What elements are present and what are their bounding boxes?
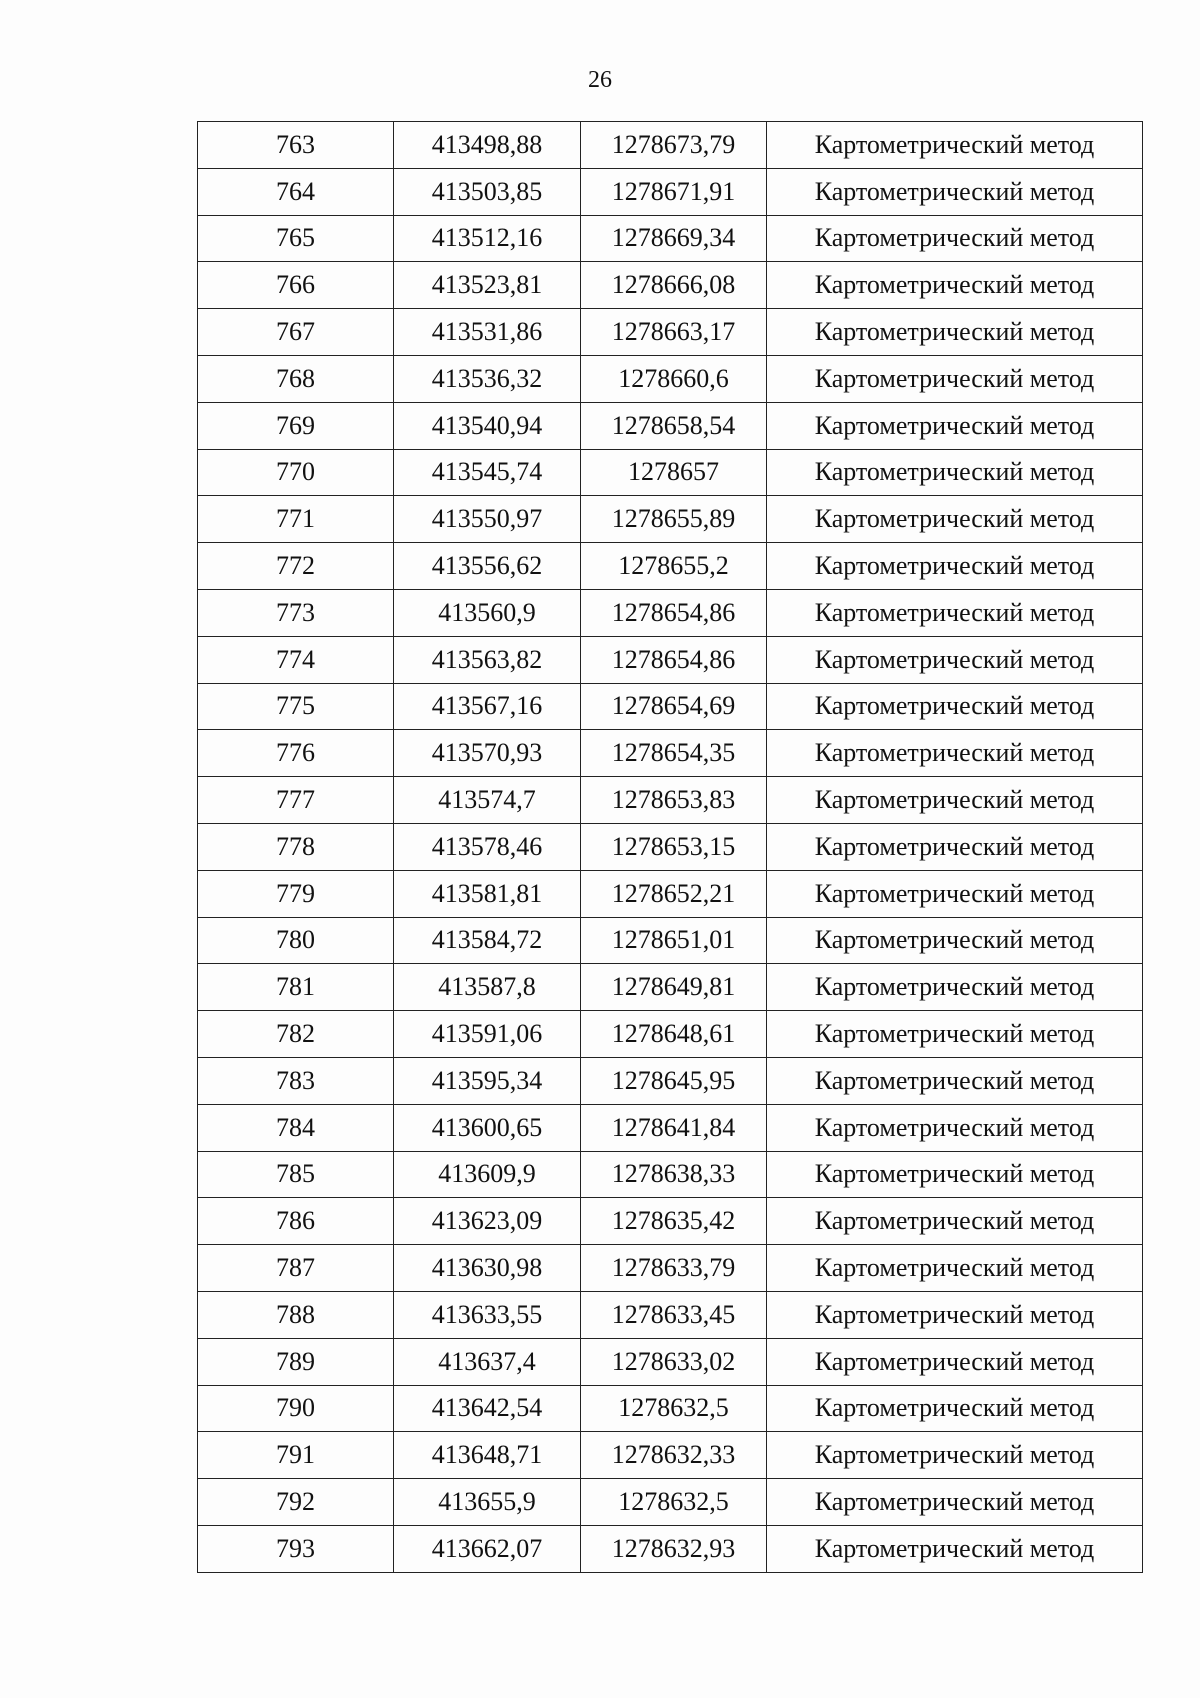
- y-coordinate-cell: 1278635,42: [581, 1198, 767, 1245]
- point-number-cell: 765: [198, 215, 394, 262]
- y-coordinate-cell: 1278654,35: [581, 730, 767, 777]
- point-number-cell: 780: [198, 917, 394, 964]
- point-number-cell: 789: [198, 1338, 394, 1385]
- x-coordinate-cell: 413587,8: [394, 964, 581, 1011]
- x-coordinate-cell: 413581,81: [394, 870, 581, 917]
- point-number-cell: 773: [198, 589, 394, 636]
- y-coordinate-cell: 1278632,93: [581, 1525, 767, 1572]
- x-coordinate-cell: 413662,07: [394, 1525, 581, 1572]
- table-row: [198, 636, 1143, 683]
- x-coordinate-cell: 413567,16: [394, 683, 581, 730]
- table-row: [198, 543, 1143, 590]
- y-coordinate-cell: 1278633,02: [581, 1338, 767, 1385]
- y-coordinate-cell: 1278663,17: [581, 309, 767, 356]
- method-cell: Картометрический метод: [767, 589, 1143, 636]
- table-row: [198, 917, 1143, 964]
- table-row: [198, 730, 1143, 777]
- point-number-cell: 791: [198, 1432, 394, 1479]
- x-coordinate-cell: 413642,54: [394, 1385, 581, 1432]
- x-coordinate-cell: 413578,46: [394, 823, 581, 870]
- y-coordinate-cell: 1278654,86: [581, 589, 767, 636]
- method-cell: Картометрический метод: [767, 1198, 1143, 1245]
- method-cell: Картометрический метод: [767, 683, 1143, 730]
- y-coordinate-cell: 1278669,34: [581, 215, 767, 262]
- x-coordinate-cell: 413600,65: [394, 1104, 581, 1151]
- table-row: [198, 1338, 1143, 1385]
- method-cell: Картометрический метод: [767, 964, 1143, 1011]
- method-cell: Картометрический метод: [767, 730, 1143, 777]
- y-coordinate-cell: 1278648,61: [581, 1011, 767, 1058]
- point-number-cell: 777: [198, 777, 394, 824]
- method-cell: Картометрический метод: [767, 1104, 1143, 1151]
- table-row: [198, 777, 1143, 824]
- table-row: [198, 1011, 1143, 1058]
- method-cell: Картометрический метод: [767, 215, 1143, 262]
- y-coordinate-cell: 1278632,5: [581, 1479, 767, 1526]
- point-number-cell: 787: [198, 1245, 394, 1292]
- coordinates-table-body: [198, 122, 1143, 1573]
- coordinates-table: [197, 121, 1143, 1573]
- y-coordinate-cell: 1278666,08: [581, 262, 767, 309]
- y-coordinate-cell: 1278645,95: [581, 1057, 767, 1104]
- x-coordinate-cell: 413531,86: [394, 309, 581, 356]
- x-coordinate-cell: 413556,62: [394, 543, 581, 590]
- table-row: [198, 1198, 1143, 1245]
- table-row: [198, 870, 1143, 917]
- y-coordinate-cell: 1278658,54: [581, 402, 767, 449]
- y-coordinate-cell: 1278653,83: [581, 777, 767, 824]
- x-coordinate-cell: 413512,16: [394, 215, 581, 262]
- table-row: [198, 1479, 1143, 1526]
- table-row: [198, 589, 1143, 636]
- method-cell: Картометрический метод: [767, 636, 1143, 683]
- y-coordinate-cell: 1278632,5: [581, 1385, 767, 1432]
- method-cell: Картометрический метод: [767, 1432, 1143, 1479]
- x-coordinate-cell: 413595,34: [394, 1057, 581, 1104]
- x-coordinate-cell: 413623,09: [394, 1198, 581, 1245]
- table-row: [198, 496, 1143, 543]
- point-number-cell: 771: [198, 496, 394, 543]
- method-cell: Картометрический метод: [767, 262, 1143, 309]
- x-coordinate-cell: 413545,74: [394, 449, 581, 496]
- table-row: [198, 355, 1143, 402]
- table-row: [198, 823, 1143, 870]
- point-number-cell: 786: [198, 1198, 394, 1245]
- table-row: [198, 964, 1143, 1011]
- x-coordinate-cell: 413630,98: [394, 1245, 581, 1292]
- point-number-cell: 775: [198, 683, 394, 730]
- y-coordinate-cell: 1278633,45: [581, 1291, 767, 1338]
- table-row: [198, 168, 1143, 215]
- point-number-cell: 792: [198, 1479, 394, 1526]
- method-cell: Картометрический метод: [767, 1057, 1143, 1104]
- x-coordinate-cell: 413540,94: [394, 402, 581, 449]
- method-cell: Картометрический метод: [767, 823, 1143, 870]
- table-row: [198, 262, 1143, 309]
- method-cell: Картометрический метод: [767, 1385, 1143, 1432]
- x-coordinate-cell: 413637,4: [394, 1338, 581, 1385]
- x-coordinate-cell: 413655,9: [394, 1479, 581, 1526]
- table-row: [198, 1151, 1143, 1198]
- method-cell: Картометрический метод: [767, 122, 1143, 169]
- point-number-cell: 784: [198, 1104, 394, 1151]
- point-number-cell: 785: [198, 1151, 394, 1198]
- point-number-cell: 790: [198, 1385, 394, 1432]
- method-cell: Картометрический метод: [767, 1245, 1143, 1292]
- x-coordinate-cell: 413591,06: [394, 1011, 581, 1058]
- method-cell: Картометрический метод: [767, 1479, 1143, 1526]
- point-number-cell: 766: [198, 262, 394, 309]
- y-coordinate-cell: 1278660,6: [581, 355, 767, 402]
- point-number-cell: 776: [198, 730, 394, 777]
- point-number-cell: 772: [198, 543, 394, 590]
- y-coordinate-cell: 1278655,2: [581, 543, 767, 590]
- table-row: [198, 1525, 1143, 1572]
- y-coordinate-cell: 1278654,69: [581, 683, 767, 730]
- method-cell: Картометрический метод: [767, 1338, 1143, 1385]
- table-row: [198, 1385, 1143, 1432]
- point-number-cell: 763: [198, 122, 394, 169]
- method-cell: Картометрический метод: [767, 917, 1143, 964]
- point-number-cell: 768: [198, 355, 394, 402]
- table-row: [198, 1291, 1143, 1338]
- method-cell: Картометрический метод: [767, 1011, 1143, 1058]
- point-number-cell: 764: [198, 168, 394, 215]
- point-number-cell: 788: [198, 1291, 394, 1338]
- point-number-cell: 770: [198, 449, 394, 496]
- x-coordinate-cell: 413536,32: [394, 355, 581, 402]
- x-coordinate-cell: 413563,82: [394, 636, 581, 683]
- table-row: [198, 309, 1143, 356]
- method-cell: Картометрический метод: [767, 402, 1143, 449]
- x-coordinate-cell: 413609,9: [394, 1151, 581, 1198]
- point-number-cell: 781: [198, 964, 394, 1011]
- x-coordinate-cell: 413648,71: [394, 1432, 581, 1479]
- table-row: [198, 402, 1143, 449]
- point-number-cell: 793: [198, 1525, 394, 1572]
- x-coordinate-cell: 413498,88: [394, 122, 581, 169]
- x-coordinate-cell: 413570,93: [394, 730, 581, 777]
- y-coordinate-cell: 1278655,89: [581, 496, 767, 543]
- table-row: [198, 215, 1143, 262]
- y-coordinate-cell: 1278651,01: [581, 917, 767, 964]
- method-cell: Картометрический метод: [767, 777, 1143, 824]
- table-row: [198, 449, 1143, 496]
- y-coordinate-cell: 1278649,81: [581, 964, 767, 1011]
- method-cell: Картометрический метод: [767, 543, 1143, 590]
- y-coordinate-cell: 1278638,33: [581, 1151, 767, 1198]
- x-coordinate-cell: 413574,7: [394, 777, 581, 824]
- x-coordinate-cell: 413523,81: [394, 262, 581, 309]
- y-coordinate-cell: 1278673,79: [581, 122, 767, 169]
- point-number-cell: 769: [198, 402, 394, 449]
- point-number-cell: 782: [198, 1011, 394, 1058]
- y-coordinate-cell: 1278633,79: [581, 1245, 767, 1292]
- table-row: [198, 1245, 1143, 1292]
- method-cell: Картометрический метод: [767, 309, 1143, 356]
- method-cell: Картометрический метод: [767, 870, 1143, 917]
- point-number-cell: 778: [198, 823, 394, 870]
- x-coordinate-cell: 413560,9: [394, 589, 581, 636]
- table-row: [198, 683, 1143, 730]
- table-row: [198, 1104, 1143, 1151]
- method-cell: Картометрический метод: [767, 1151, 1143, 1198]
- table-row: [198, 1432, 1143, 1479]
- page-number: 26: [588, 67, 612, 93]
- method-cell: Картометрический метод: [767, 449, 1143, 496]
- y-coordinate-cell: 1278657: [581, 449, 767, 496]
- table-row: [198, 1057, 1143, 1104]
- y-coordinate-cell: 1278653,15: [581, 823, 767, 870]
- table-row: [198, 122, 1143, 169]
- method-cell: Картометрический метод: [767, 1525, 1143, 1572]
- point-number-cell: 774: [198, 636, 394, 683]
- y-coordinate-cell: 1278641,84: [581, 1104, 767, 1151]
- method-cell: Картометрический метод: [767, 168, 1143, 215]
- point-number-cell: 783: [198, 1057, 394, 1104]
- point-number-cell: 767: [198, 309, 394, 356]
- x-coordinate-cell: 413584,72: [394, 917, 581, 964]
- y-coordinate-cell: 1278671,91: [581, 168, 767, 215]
- x-coordinate-cell: 413550,97: [394, 496, 581, 543]
- y-coordinate-cell: 1278632,33: [581, 1432, 767, 1479]
- method-cell: Картометрический метод: [767, 355, 1143, 402]
- method-cell: Картометрический метод: [767, 1291, 1143, 1338]
- point-number-cell: 779: [198, 870, 394, 917]
- x-coordinate-cell: 413633,55: [394, 1291, 581, 1338]
- y-coordinate-cell: 1278652,21: [581, 870, 767, 917]
- x-coordinate-cell: 413503,85: [394, 168, 581, 215]
- method-cell: Картометрический метод: [767, 496, 1143, 543]
- y-coordinate-cell: 1278654,86: [581, 636, 767, 683]
